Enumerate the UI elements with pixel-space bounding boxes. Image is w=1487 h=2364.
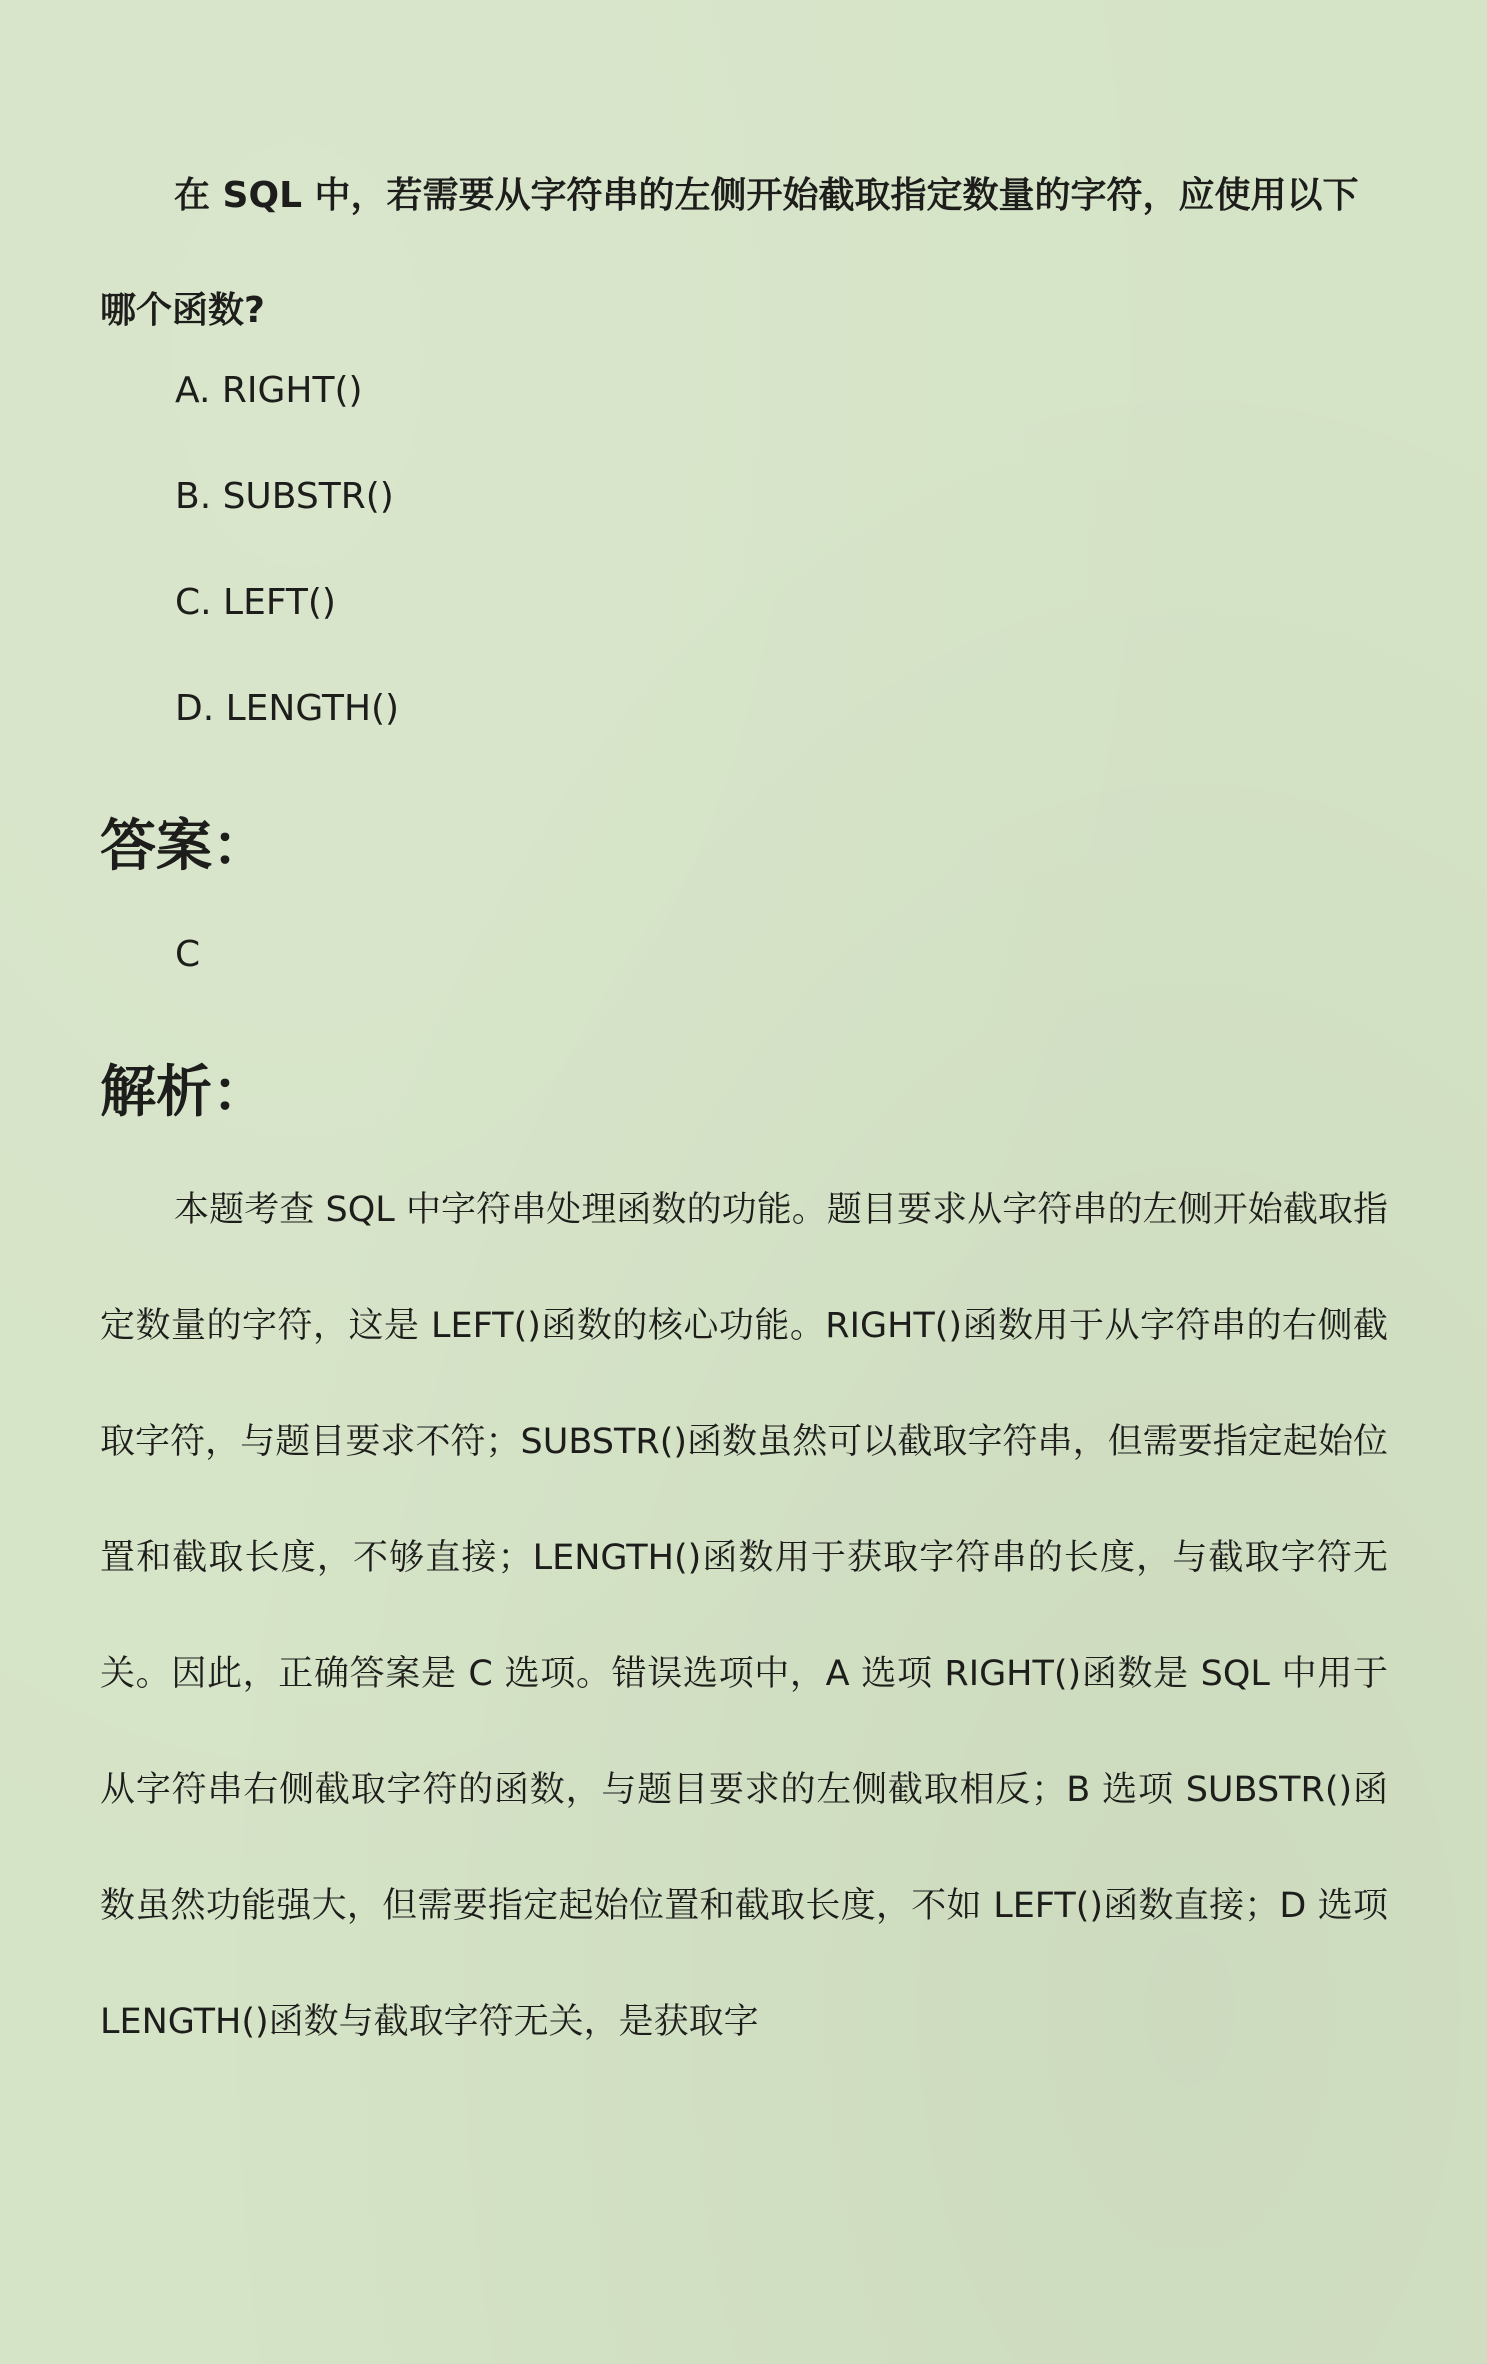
answer-heading: 答案： — [100, 814, 268, 879]
answer-value: C — [175, 934, 201, 975]
analysis-text: 本题考查 SQL 中字符串处理函数的功能。题目要求从字符串的左侧开始截取指定数量的字符，这是 LEFT()函数的核心功能。RIGHT()函数用于从字符串的右侧截取字符，与题目要求不符；SUBSTR()函数虽然可以截取字符串，但需要指定起始位置和截取长度，不够直接；LENGTH()函数用于获取字符串的长度，与截取字符无关。因此，正确答案是 C 选项。错误选项中，A 选项 RIGHT()函数是 SQL 中用于从字符串右侧截取字符的函数，与题目要求的左侧截取相反；B 选项 SUBSTR()函数虽然功能强大，但需要指定起始位置和截取长度，不如 LEFT()函数直接；D 选项 LENGTH()函数与截取字符无关，是获取字 — [100, 1190, 1389, 2042]
options-list — [175, 338, 1275, 762]
option-a: A. RIGHT() — [175, 370, 363, 411]
analysis-heading: 解析： — [100, 1060, 268, 1125]
option-c: C. LEFT() — [175, 582, 336, 623]
option-b: B. SUBSTR() — [175, 476, 394, 517]
question-text: 在 SQL 中，若需要从字符串的左侧开始截取指定数量的字符，应使用以下哪个函数? — [100, 175, 1359, 331]
option-d: D. LENGTH() — [175, 688, 400, 729]
